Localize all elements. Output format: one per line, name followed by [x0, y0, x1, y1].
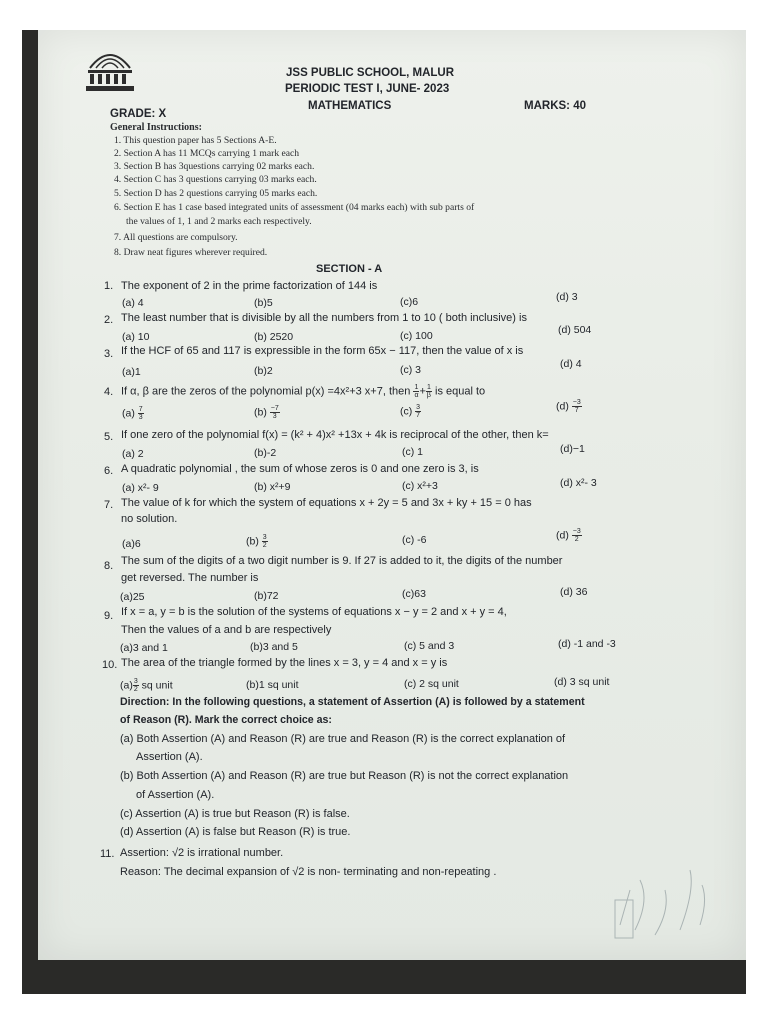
option-c: (c) 2 sq unit — [404, 678, 459, 690]
instruction-item: the values of 1, 1 and 2 marks each respectively. — [126, 216, 312, 227]
option-b: (b)3 and 5 — [250, 641, 298, 653]
instruction-item: 1. This question paper has 5 Sections A-E. — [114, 135, 277, 146]
question-text-part: is equal to — [435, 385, 486, 398]
option-b: (b) 2520 — [254, 331, 294, 343]
assertion-text: Assertion: √2 is irrational number. — [120, 847, 284, 859]
instruction-item: 7. All questions are compulsory. — [114, 232, 238, 243]
option-d: (d) 3 — [556, 291, 578, 303]
option-d: (d) -1 and -3 — [558, 638, 616, 650]
choice-a-cont: Assertion (A). — [136, 751, 203, 763]
option-a: (a) $\frac{3}{2}$ sq unit — [120, 678, 173, 693]
instruction-item: 2. Section A has 11 MCQs carrying 1 mark each — [114, 148, 300, 159]
option-d: (d)−1 — [560, 443, 585, 455]
option-a: (a) $\frac{7}{3}$ — [122, 406, 143, 421]
option-d: (d) $\frac{-3}{7}$ — [556, 399, 581, 414]
question-number: 1. — [104, 280, 114, 292]
option-c: (c) -6 — [402, 534, 427, 546]
option-a: (a)6 — [122, 538, 141, 550]
choice-a: (a) Both Assertion (A) and Reason (R) are true and Reason (R) is the correct explanation of — [120, 733, 566, 745]
option-c: (c)6 — [400, 296, 419, 308]
option-b: (b)2 — [254, 365, 273, 377]
direction-line: of Reason (R). Mark the correct choice as: — [120, 714, 332, 726]
question-number: 4. — [104, 386, 114, 398]
question-text: The exponent of 2 in the prime factorization of 144 is — [121, 280, 378, 292]
test-name: PERIODIC TEST I, JUNE- 2023 — [285, 83, 450, 95]
question-number: 10. — [102, 659, 118, 671]
option-d: (d) 4 — [560, 358, 582, 370]
option-a: (a)25 — [120, 591, 145, 603]
option-a: (a) 2 — [122, 448, 144, 460]
school-name: JSS PUBLIC SCHOOL, MALUR — [286, 67, 455, 79]
pencil-scribble-icon — [610, 830, 720, 950]
fraction: $\frac{1}{\beta}$ — [426, 384, 431, 399]
option-b: (b)-2 — [254, 447, 277, 459]
option-a: (a) x²- 9 — [122, 482, 159, 494]
question-text: The least number that is divisible by all the numbers from 1 to 10 ( both inclusive) is — [121, 312, 527, 324]
question-number: 9. — [104, 610, 114, 622]
section-title: SECTION - A — [316, 263, 383, 275]
option-a: (a)1 — [122, 366, 141, 378]
question-text-cont: Then the values of a and b are respectively — [121, 624, 332, 636]
instruction-item: 8. Draw neat figures wherever required. — [114, 247, 268, 258]
option-b: (b)1 sq unit — [246, 679, 299, 691]
instructions-title: General Instructions: — [110, 122, 202, 133]
grade-label: GRADE: X — [110, 108, 167, 120]
question-text: If x = a, y = b is the solution of the systems of equations x − y = 2 and x + y = 4, — [121, 606, 507, 618]
question-number: 6. — [104, 465, 114, 477]
option-c: (c) 3 — [400, 364, 421, 376]
question-text: The area of the triangle formed by the lines x = 3, y = 4 and x = y is — [121, 657, 448, 669]
question-text-part: If α, β are the zeros of the polynomial p(x) =4x²+3 x+7, then — [121, 385, 411, 398]
option-c: (c) 1 — [402, 446, 423, 458]
subject-name: MATHEMATICS — [308, 100, 392, 112]
question-text: If the HCF of 65 and 117 is expressible in the form 65x − 117, then the value of x is — [121, 345, 524, 357]
question-text: The value of k for which the system of equations x + 2y = 5 and 3x + ky + 15 = 0 has — [121, 497, 532, 509]
option-c: (c) x²+3 — [402, 480, 438, 492]
option-b: (b) x²+9 — [254, 481, 291, 493]
option-d: (d) $\frac{-3}{2}$ — [556, 528, 581, 543]
option-b: (b)72 — [254, 590, 279, 602]
instruction-item: 6. Section E has 1 case based integrated units of assessment (04 marks each) with sub parts of — [114, 202, 475, 213]
marks-label: MARKS: 40 — [524, 100, 586, 112]
question-number: 8. — [104, 560, 114, 572]
choice-b-cont: of Assertion (A). — [136, 789, 215, 801]
option-a: (a) 4 — [122, 297, 144, 309]
option-a: (a)3 and 1 — [120, 642, 168, 654]
question-number: 11. — [100, 848, 115, 860]
instruction-item: 3. Section B has 3questions carrying 02 marks each. — [114, 161, 315, 172]
question-number: 3. — [104, 348, 114, 360]
choice-d: (d) Assertion (A) is false but Reason (R) is true. — [120, 826, 351, 838]
option-d: (d) 36 — [560, 586, 588, 598]
question-text: If one zero of the polynomial f(x) = (k² + 4)x² +13x + 4k is reciprocal of the other, then k= — [121, 429, 549, 441]
school-logo-icon — [84, 44, 136, 94]
option-b: (b) $\frac{3}{2}$ — [246, 534, 267, 549]
instruction-item: 4. Section C has 3 questions carrying 03 marks each. — [114, 174, 317, 185]
choice-c: (c) Assertion (A) is true but Reason (R) is false. — [120, 808, 350, 820]
question-text-cont: no solution. — [121, 513, 178, 525]
fraction: $\frac{1}{\alpha}$ — [414, 384, 419, 399]
question-text: If α, β are the zeros of the polynomial p(x) =4x²+3 x+7, then $\frac{1}{\alpha}$ + $\frac{1}{\beta}$ is equal to — [121, 384, 486, 399]
option-b: (b)5 — [254, 297, 273, 309]
option-a: (a) 10 — [122, 331, 150, 343]
option-d: (d) 504 — [558, 324, 592, 336]
direction-line: Direction: In the following questions, a statement of Assertion (A) is followed by a statement — [120, 696, 585, 708]
choice-b: (b) Both Assertion (A) and Reason (R) are true but Reason (R) is not the correct explanation — [120, 770, 569, 782]
question-text: The sum of the digits of a two digit number is 9. If 27 is added to it, the digits of the number — [121, 555, 563, 567]
option-c: (c)63 — [402, 588, 426, 600]
question-number: 2. — [104, 314, 114, 326]
option-d: (d) 3 sq unit — [554, 676, 610, 688]
option-d: (d) x²- 3 — [560, 477, 597, 489]
question-text: A quadratic polynomial , the sum of whose zeros is 0 and one zero is 3, is — [121, 463, 479, 475]
option-b: (b) $\frac{-7}{3}$ — [254, 405, 279, 420]
question-text-cont: get reversed. The number is — [121, 572, 259, 584]
question-number: 7. — [104, 499, 114, 511]
instruction-item: 5. Section D has 2 questions carrying 05 marks each. — [114, 188, 318, 199]
option-c: (c) $\frac{3}{7}$ — [400, 404, 421, 419]
option-c: (c) 100 — [400, 330, 433, 342]
reason-text: Reason: The decimal expansion of √2 is non- terminating and non-repeating . — [120, 866, 497, 878]
question-number: 5. — [104, 431, 114, 443]
option-c: (c) 5 and 3 — [404, 640, 455, 652]
